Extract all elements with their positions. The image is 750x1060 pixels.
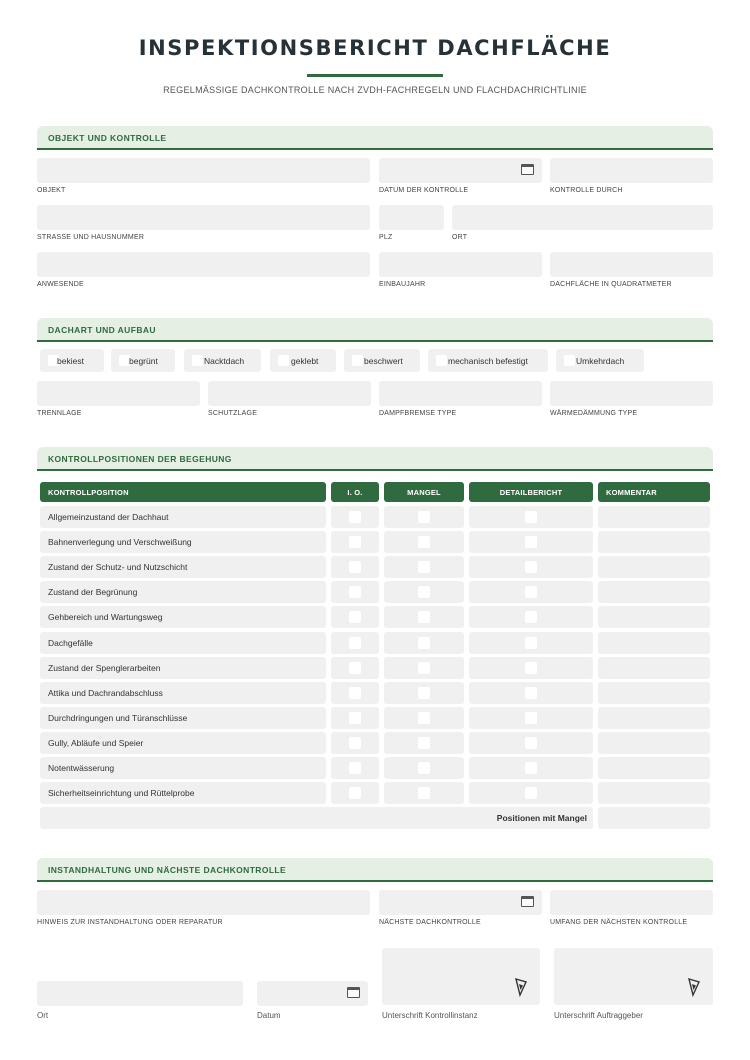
option-label: beschwert <box>364 356 403 366</box>
detailbericht-cell <box>469 657 593 679</box>
checkbox[interactable] <box>349 662 361 674</box>
calendar-icon[interactable] <box>521 896 534 907</box>
io-cell <box>331 707 379 729</box>
calendar-icon[interactable] <box>347 987 360 998</box>
checkbox[interactable] <box>349 737 361 749</box>
checkbox[interactable] <box>418 787 430 799</box>
signature-auftraggeber[interactable] <box>554 948 713 1005</box>
kontrollposition-label: Gully, Abläufe und Speier <box>48 738 144 748</box>
umfang-label: UMFANG DER NÄCHSTEN KONTROLLE <box>550 919 688 926</box>
mangel-cell <box>384 732 464 754</box>
kommentar-field[interactable] <box>598 506 710 528</box>
checkbox[interactable] <box>278 355 289 366</box>
io-cell <box>331 632 379 654</box>
table-row-label-cell <box>40 657 326 679</box>
mangel-cell <box>384 531 464 553</box>
option-beschwert[interactable] <box>344 349 420 372</box>
ort-field[interactable] <box>452 205 713 230</box>
kommentar-field[interactable] <box>598 581 710 603</box>
trennlage-field[interactable] <box>37 381 200 406</box>
section-objekt-kontrolle <box>37 126 713 150</box>
sig-kontroll-label: Unterschrift Kontrollinstanz <box>382 1011 478 1020</box>
mangel-cell <box>384 657 464 679</box>
column-header-detailbericht <box>469 482 593 502</box>
signature-kontrollinstanz[interactable] <box>382 948 540 1005</box>
naechste-kontrolle-field[interactable] <box>379 890 542 915</box>
table-row-label-cell <box>40 757 326 779</box>
checkbox[interactable] <box>525 611 537 623</box>
kommentar-field[interactable] <box>598 657 710 679</box>
detailbericht-cell <box>469 682 593 704</box>
io-cell <box>331 782 379 804</box>
kommentar-field[interactable] <box>598 606 710 628</box>
mangel-cell <box>384 707 464 729</box>
checkbox[interactable] <box>418 637 430 649</box>
table-row-label-cell <box>40 581 326 603</box>
detailbericht-cell <box>469 531 593 553</box>
detailbericht-cell <box>469 581 593 603</box>
checkbox[interactable] <box>192 355 203 366</box>
checkbox[interactable] <box>418 561 430 573</box>
checkbox[interactable] <box>418 536 430 548</box>
pen-icon <box>687 977 701 997</box>
kommentar-field[interactable] <box>598 531 710 553</box>
section-dachart-aufbau <box>37 318 713 342</box>
detailbericht-cell <box>469 707 593 729</box>
umfang-field[interactable] <box>550 890 713 915</box>
kontrollposition-label: Notentwässerung <box>48 763 115 773</box>
kontrollposition-label: Zustand der Schutz- und Nutzschicht <box>48 562 188 572</box>
kommentar-field[interactable] <box>598 707 710 729</box>
section-heading: OBJEKT UND KONTROLLE <box>48 133 167 143</box>
checkbox[interactable] <box>418 511 430 523</box>
mangel-cell <box>384 682 464 704</box>
plz-label: PLZ <box>379 234 393 241</box>
mangel-cell <box>384 606 464 628</box>
checkbox[interactable] <box>418 687 430 699</box>
io-cell <box>331 581 379 603</box>
dampfbremse-field[interactable] <box>379 381 542 406</box>
option-label: Umkehrdach <box>576 356 625 366</box>
kommentar-field[interactable] <box>598 757 710 779</box>
table-row-label-cell <box>40 632 326 654</box>
objekt-field[interactable] <box>37 158 370 183</box>
section-instandhaltung <box>37 858 713 882</box>
datum-signature-field[interactable] <box>257 981 368 1006</box>
checkbox[interactable] <box>525 536 537 548</box>
section-heading: INSTANDHALTUNG UND NÄCHSTE DACHKONTROLLE <box>48 865 287 875</box>
anwesende-label: ANWESENDE <box>37 281 84 288</box>
kontrollposition-label: Zustand der Spenglerarbeiten <box>48 663 161 673</box>
kommentar-field[interactable] <box>598 632 710 654</box>
option-begruent[interactable] <box>111 349 175 372</box>
einbaujahr-label: EINBAUJAHR <box>379 281 426 288</box>
waermedaemmung-label: WÄRMEDÄMMUNG TYPE <box>550 410 638 417</box>
trennlage-label: TRENNLAGE <box>37 410 82 417</box>
checkbox[interactable] <box>525 687 537 699</box>
checkbox[interactable] <box>525 737 537 749</box>
kontrolle-durch-field[interactable] <box>550 158 713 183</box>
table-row-label-cell <box>40 606 326 628</box>
checkbox[interactable] <box>352 355 363 366</box>
hinweis-label: HINWEIS ZUR INSTANDHALTUNG ODER REPARATUR <box>37 919 223 926</box>
checkbox[interactable] <box>349 611 361 623</box>
checkbox[interactable] <box>349 511 361 523</box>
objekt-label: OBJEKT <box>37 187 66 194</box>
checkbox[interactable] <box>349 536 361 548</box>
checkbox[interactable] <box>418 737 430 749</box>
table-row-label-cell <box>40 531 326 553</box>
detailbericht-cell <box>469 556 593 578</box>
checkbox[interactable] <box>349 586 361 598</box>
column-header-label: MANGEL <box>407 488 441 497</box>
option-mechanisch-befestigt[interactable] <box>428 349 548 372</box>
dampfbremse-label: DAMPFBREMSE TYPE <box>379 410 457 417</box>
summary-value-field[interactable] <box>598 807 710 829</box>
checkbox[interactable] <box>525 787 537 799</box>
checkbox[interactable] <box>349 637 361 649</box>
option-nacktdach[interactable] <box>184 349 261 372</box>
kommentar-field[interactable] <box>598 782 710 804</box>
option-label: mechanisch befestigt <box>448 356 528 366</box>
kontrollposition-label: Zustand der Begrünung <box>48 587 138 597</box>
option-label: geklebt <box>291 356 319 366</box>
kontrollposition-label: Allgemeinzustand der Dachhaut <box>48 512 169 522</box>
checkbox[interactable] <box>349 762 361 774</box>
checkbox[interactable] <box>418 662 430 674</box>
table-row-label-cell <box>40 506 326 528</box>
checkbox[interactable] <box>418 712 430 724</box>
title-underline <box>307 74 443 77</box>
option-label: begrünt <box>129 356 158 366</box>
column-header-label: I. O. <box>347 488 363 497</box>
column-header-label: DETAILBERICHT <box>499 488 563 497</box>
checkbox[interactable] <box>564 355 575 366</box>
checkbox[interactable] <box>349 687 361 699</box>
detailbericht-cell <box>469 632 593 654</box>
checkbox[interactable] <box>418 586 430 598</box>
datum-kontrolle-label: DATUM DER KONTROLLE <box>379 187 469 194</box>
checkbox[interactable] <box>525 762 537 774</box>
io-cell <box>331 531 379 553</box>
table-row-label-cell <box>40 556 326 578</box>
sig-auftrag-label: Unterschrift Auftraggeber <box>554 1011 643 1020</box>
column-header-label: KONTROLLPOSITION <box>48 488 129 497</box>
option-label: Nacktdach <box>204 356 245 366</box>
checkbox[interactable] <box>525 712 537 724</box>
section-heading: DACHART UND AUFBAU <box>48 325 156 335</box>
datum-kontrolle-field[interactable] <box>379 158 542 183</box>
checkbox[interactable] <box>418 611 430 623</box>
checkbox[interactable] <box>525 662 537 674</box>
section-heading: KONTROLLPOSITIONEN DER BEGEHUNG <box>48 454 232 464</box>
option-umkehrdach[interactable] <box>556 349 644 372</box>
io-cell <box>331 682 379 704</box>
column-header-kontrollposition <box>40 482 326 502</box>
io-cell <box>331 657 379 679</box>
schutzlage-label: SCHUTZLAGE <box>208 410 258 417</box>
option-geklebt[interactable] <box>270 349 336 372</box>
dachflaeche-label: DACHFLÄCHE IN QUADRATMETER <box>550 281 672 288</box>
kontrollposition-label: Bahnenverlegung und Verschweißung <box>48 537 192 547</box>
strasse-field[interactable] <box>37 205 370 230</box>
kontrollposition-label: Durchdringungen und Türanschlüsse <box>48 713 188 723</box>
mangel-cell <box>384 581 464 603</box>
column-header-io <box>331 482 379 502</box>
checkbox[interactable] <box>525 637 537 649</box>
kommentar-field[interactable] <box>598 556 710 578</box>
kontrollposition-label: Dachgefälle <box>48 638 93 648</box>
detailbericht-cell <box>469 757 593 779</box>
ort-signature-field[interactable] <box>37 981 243 1006</box>
checkbox[interactable] <box>418 762 430 774</box>
checkbox[interactable] <box>349 787 361 799</box>
detailbericht-cell <box>469 732 593 754</box>
checkbox[interactable] <box>525 586 537 598</box>
pen-icon <box>514 977 528 997</box>
strasse-label: STRASSE UND HAUSNUMMER <box>37 234 145 241</box>
kontrollposition-label: Sicherheitseinrichtung und Rüttelprobe <box>48 788 195 798</box>
page-title: INSPEKTIONSBERICHT DACHFLÄCHE <box>138 36 612 60</box>
mangel-cell <box>384 506 464 528</box>
option-label: bekiest <box>57 356 84 366</box>
column-header-mangel <box>384 482 464 502</box>
column-header-kommentar <box>598 482 710 502</box>
section-kontrollpositionen <box>37 447 713 471</box>
kontrollposition-label: Gehbereich und Wartungsweg <box>48 612 163 622</box>
dachflaeche-field[interactable] <box>550 252 713 277</box>
table-row-label-cell <box>40 732 326 754</box>
ort-footer-label: Ort <box>37 1011 49 1020</box>
checkbox[interactable] <box>525 561 537 573</box>
mangel-cell <box>384 757 464 779</box>
table-row-label-cell <box>40 707 326 729</box>
anwesende-field[interactable] <box>37 252 370 277</box>
checkbox[interactable] <box>525 511 537 523</box>
io-cell <box>331 506 379 528</box>
calendar-icon[interactable] <box>521 164 534 175</box>
kontrollposition-label: Attika und Dachrandabschluss <box>48 688 163 698</box>
summary-row <box>40 807 593 829</box>
page-subtitle: REGELMÄSSIGE DACHKONTROLLE NACH ZVDH-FACHREGELN UND FLACHDACHRICHTLINIE <box>163 85 587 95</box>
io-cell <box>331 732 379 754</box>
io-cell <box>331 556 379 578</box>
mangel-cell <box>384 632 464 654</box>
option-bekiest[interactable] <box>40 349 104 372</box>
mangel-cell <box>384 782 464 804</box>
detailbericht-cell <box>469 782 593 804</box>
checkbox[interactable] <box>349 561 361 573</box>
waermedaemmung-field[interactable] <box>550 381 713 406</box>
detailbericht-cell <box>469 506 593 528</box>
plz-field[interactable] <box>379 205 444 230</box>
kontrolle-durch-label: KONTROLLE DURCH <box>550 187 623 194</box>
kommentar-field[interactable] <box>598 682 710 704</box>
schutzlage-field[interactable] <box>208 381 371 406</box>
naechste-kontrolle-label: NÄCHSTE DACHKONTROLLE <box>379 919 481 926</box>
table-row-label-cell <box>40 782 326 804</box>
column-header-label: KOMMENTAR <box>606 488 657 497</box>
datum-footer-label: Datum <box>257 1011 281 1020</box>
ort-label: ORT <box>452 234 468 241</box>
checkbox[interactable] <box>436 355 447 366</box>
io-cell <box>331 606 379 628</box>
detailbericht-cell <box>469 606 593 628</box>
einbaujahr-field[interactable] <box>379 252 542 277</box>
checkbox[interactable] <box>349 712 361 724</box>
summary-label: Positionen mit Mangel <box>496 813 587 823</box>
kommentar-field[interactable] <box>598 732 710 754</box>
hinweis-field[interactable] <box>37 890 370 915</box>
io-cell <box>331 757 379 779</box>
table-row-label-cell <box>40 682 326 704</box>
mangel-cell <box>384 556 464 578</box>
